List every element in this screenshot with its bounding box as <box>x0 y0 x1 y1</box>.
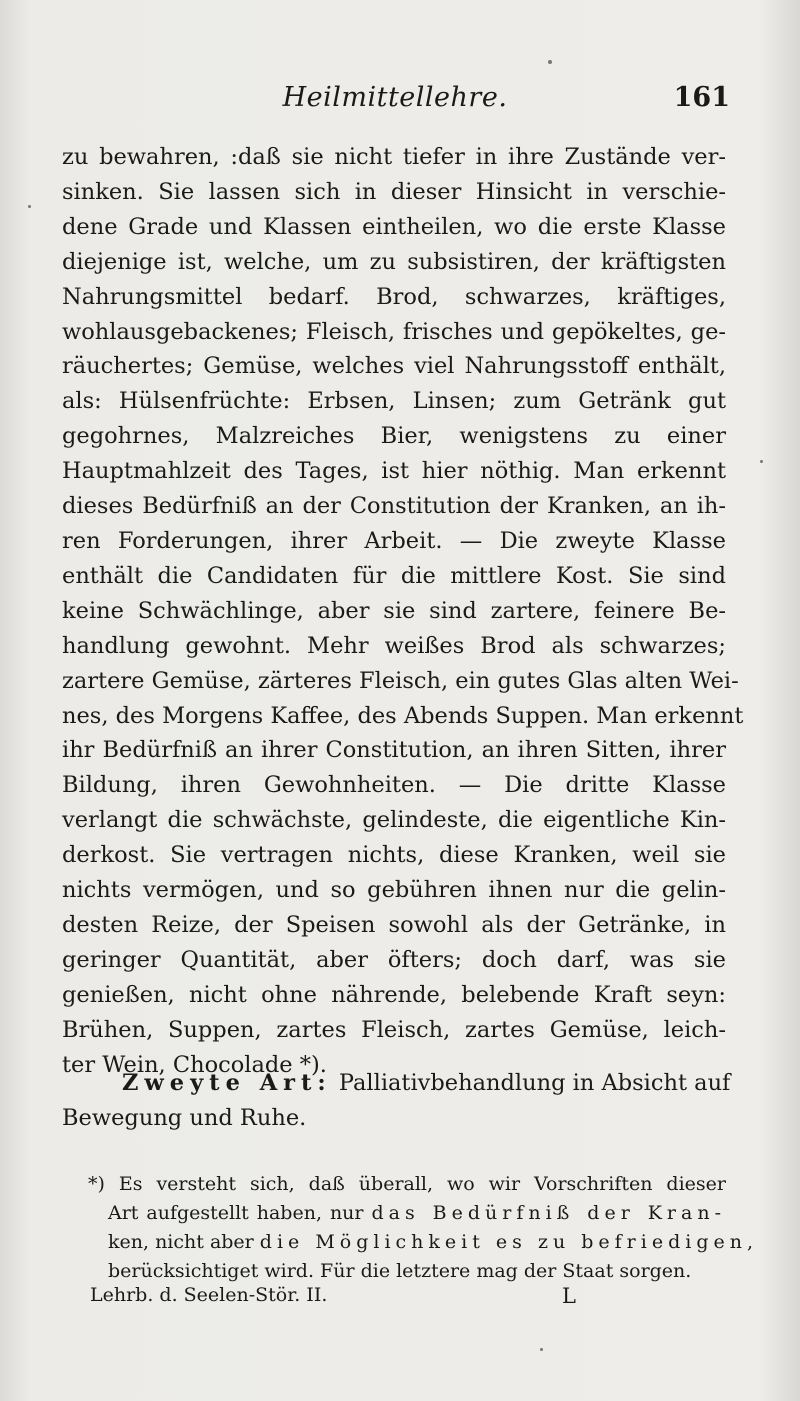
text-line: desten Reize, der Speisen sowohl als der Getränke, in <box>62 911 726 938</box>
text-line: zartere Gemüse, zärteres Fleisch, ein gutes Glas alten Wei- <box>62 667 739 694</box>
text-line: handlung gewohnt. Mehr weißes Brod als schwarzes; <box>62 632 726 659</box>
paper-speck <box>548 60 552 64</box>
section-heading-line <box>62 1066 731 1101</box>
section-heading-line: Bewegung und Ruhe. <box>62 1104 307 1131</box>
text-line: diejenige ist, welche, um zu subsistiren, der kräftigsten <box>62 248 726 275</box>
footnote-line <box>88 1228 759 1257</box>
printer-signature: Lehrb. d. Seelen-Stör. II. <box>90 1284 328 1306</box>
text-line: Nahrungsmittel bedarf. Brod, schwarzes, kräftiges, <box>62 283 726 310</box>
text-line: ren Forderungen, ihrer Arbeit. — Die zweyte Klasse <box>62 527 726 554</box>
footnote-emphasis: das Bedürfniß der Kran- <box>371 1202 727 1224</box>
footnote <box>88 1170 759 1286</box>
text-line: genießen, nicht ohne nährende, belebende Kraft seyn: <box>62 981 726 1008</box>
section-title: Palliativbehandlung in Absicht auf <box>338 1070 731 1096</box>
text-line: verlangt die schwächste, gelindeste, die eigentliche Kin- <box>62 807 726 834</box>
text-line: Hauptmahlzeit des Tages, ist hier nöthig. Man erkennt <box>62 458 726 485</box>
text-line: zu bewahren, :daß sie nicht tiefer in ihre Zustände ver- <box>62 144 726 170</box>
paper-speck <box>540 1348 543 1351</box>
text-line: derkost. Sie vertragen nichts, diese Kranken, weil sie <box>62 842 726 869</box>
body-text <box>62 140 744 1082</box>
footnote-text: ken, nicht aber <box>108 1231 260 1253</box>
text-line: enthält die Candidaten für die mittlere Kost. Sie sind <box>62 562 726 589</box>
text-line: gegohrnes, Malzreiches Bier, wenigstens zu einer <box>62 423 726 450</box>
section-label: Zweyte Art: <box>122 1070 332 1096</box>
paper-speck <box>760 460 763 463</box>
text-line: dieses Bedürfniß an der Constitution der Kranken, an ih- <box>62 493 726 520</box>
text-line: nichts vermögen, und so gebühren ihnen nur die gelin- <box>62 877 726 904</box>
page-number: 161 <box>673 82 730 113</box>
page-header <box>60 82 730 122</box>
footnote-line <box>88 1199 726 1228</box>
signature-mark: L <box>562 1284 576 1308</box>
text-line: sinken. Sie lassen sich in dieser Hinsicht in verschie- <box>62 178 726 205</box>
text-line: ter Wein, Chocolade *). <box>62 1051 327 1078</box>
text-line: dene Grade und Klassen eintheilen, wo die erste Klasse <box>62 213 726 240</box>
text-line: als: Hülsenfrüchte: Erbsen, Linsen; zum Getränk gut <box>62 388 726 415</box>
text-line: ihr Bedürfniß an ihrer Constitution, an ihren Sitten, ihrer <box>62 737 726 764</box>
footnote-text: Art aufgestellt haben, nur <box>108 1202 372 1224</box>
text-line: nes, des Morgens Kaffee, des Abends Suppen. Man erkennt <box>62 702 744 729</box>
text-line: Bildung, ihren Gewohnheiten. — Die dritte Klasse <box>62 772 726 799</box>
section-heading <box>62 1066 731 1136</box>
running-head: Heilmittellehre. <box>282 82 508 113</box>
text-line: geringer Quantität, aber öfters; doch darf, was sie <box>62 946 726 973</box>
footnote-emphasis: die Möglichkeit es zu befriedigen, <box>259 1231 759 1253</box>
text-line: räuchertes; Gemüse, welches viel Nahrungsstoff enthält, <box>62 353 726 380</box>
text-line: wohlausgebackenes; Fleisch, frisches und gepökeltes, ge- <box>62 318 726 345</box>
footnote-line: berücksichtiget wird. Für die letztere mag der Staat sorgen. <box>108 1260 692 1282</box>
text-line: keine Schwächlinge, aber sie sind zartere, feinere Be- <box>62 597 726 624</box>
footnote-line: *) Es versteht sich, daß überall, wo wir Vorschriften dieser <box>88 1173 726 1195</box>
paper-speck <box>28 205 31 208</box>
text-line: Brühen, Suppen, zartes Fleisch, zartes Gemüse, leich- <box>62 1016 726 1043</box>
